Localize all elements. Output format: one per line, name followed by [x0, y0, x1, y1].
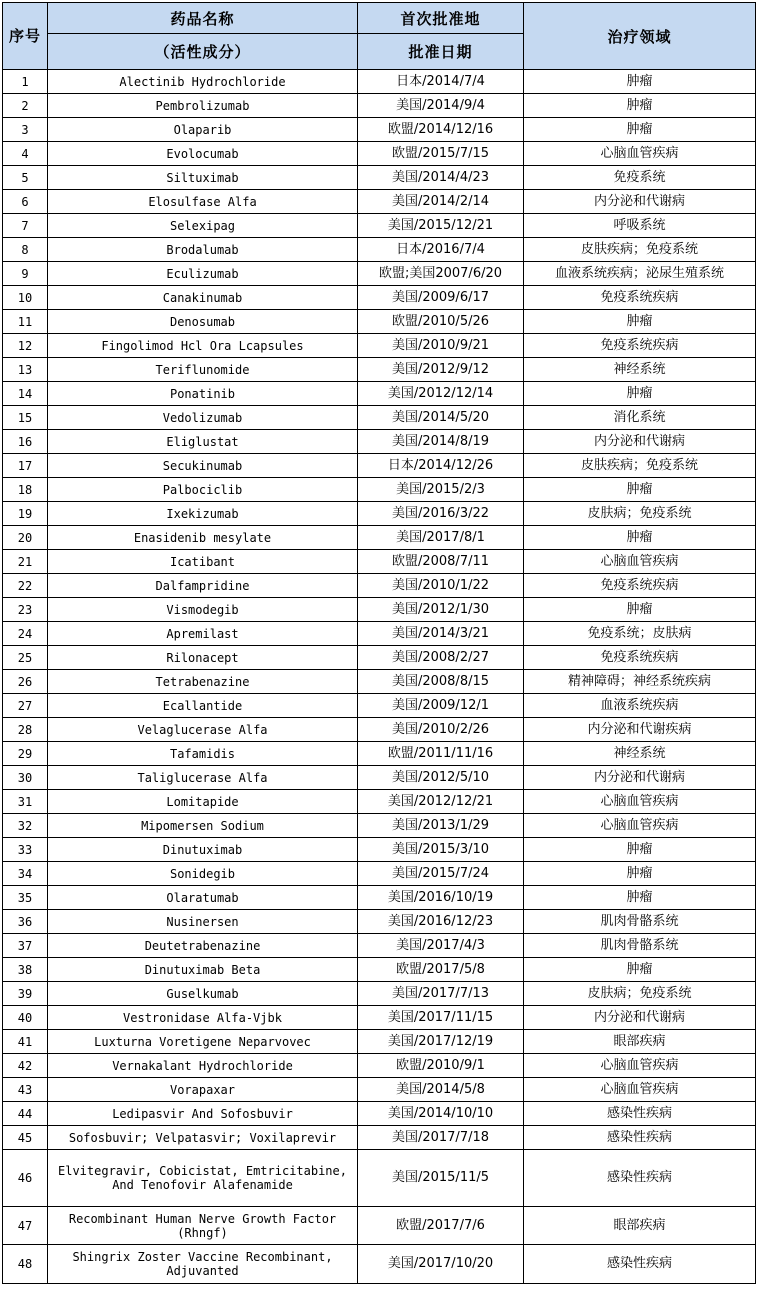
table-row — [3, 790, 756, 814]
table-row — [3, 742, 756, 766]
therapeutic-area-cell: 神经系统 — [524, 742, 756, 766]
table-row — [3, 1207, 756, 1245]
therapeutic-area-cell: 免疫系统 — [524, 166, 756, 190]
drug-name-cell: Vorapaxar — [48, 1078, 358, 1102]
serial-number-cell: 33 — [3, 838, 48, 862]
serial-number-cell: 46 — [3, 1150, 48, 1207]
drug-name-cell: Teriflunomide — [48, 358, 358, 382]
approval-place-date-cell: 欧盟;美国2007/6/20 — [358, 262, 524, 286]
therapeutic-area-cell: 心脑血管疾病 — [524, 1054, 756, 1078]
table-row — [3, 94, 756, 118]
serial-number-cell: 16 — [3, 430, 48, 454]
table-header — [3, 3, 756, 70]
approval-place-date-cell: 日本/2014/7/4 — [358, 70, 524, 94]
serial-number-cell: 32 — [3, 814, 48, 838]
approval-place-date-cell: 欧盟/2008/7/11 — [358, 550, 524, 574]
serial-number-cell: 40 — [3, 1006, 48, 1030]
therapeutic-area-cell: 感染性疾病 — [524, 1102, 756, 1126]
serial-number-cell: 3 — [3, 118, 48, 142]
drug-name-cell: Alectinib Hydrochloride — [48, 70, 358, 94]
drug-name-cell: Guselkumab — [48, 982, 358, 1006]
therapeutic-area-cell: 神经系统 — [524, 358, 756, 382]
serial-number-cell: 17 — [3, 454, 48, 478]
table-row — [3, 886, 756, 910]
therapeutic-area-cell: 肿瘤 — [524, 598, 756, 622]
therapeutic-area-cell: 血液系统疾病；泌尿生殖系统 — [524, 262, 756, 286]
serial-number-cell: 35 — [3, 886, 48, 910]
serial-number-cell: 48 — [3, 1245, 48, 1284]
table-row — [3, 1054, 756, 1078]
table-row — [3, 1126, 756, 1150]
therapeutic-area-cell: 心脑血管疾病 — [524, 550, 756, 574]
therapeutic-area-cell: 心脑血管疾病 — [524, 142, 756, 166]
therapeutic-area-cell: 免疫系统疾病 — [524, 646, 756, 670]
therapeutic-area-cell: 肿瘤 — [524, 862, 756, 886]
approval-place-date-cell: 美国/2017/4/3 — [358, 934, 524, 958]
drug-name-cell: Sofosbuvir; Velpatasvir; Voxilaprevir — [48, 1126, 358, 1150]
therapeutic-area-cell: 皮肤病；免疫系统 — [524, 982, 756, 1006]
serial-number-cell: 4 — [3, 142, 48, 166]
table-row — [3, 526, 756, 550]
therapeutic-area-cell: 感染性疾病 — [524, 1245, 756, 1284]
serial-number-cell: 19 — [3, 502, 48, 526]
approval-place-date-cell: 美国/2014/3/21 — [358, 622, 524, 646]
table-row — [3, 334, 756, 358]
serial-number-cell: 36 — [3, 910, 48, 934]
table-row — [3, 1006, 756, 1030]
drug-name-cell: Rilonacept — [48, 646, 358, 670]
serial-number-cell: 11 — [3, 310, 48, 334]
drug-name-cell: Ponatinib — [48, 382, 358, 406]
therapeutic-area-cell: 免疫系统疾病 — [524, 286, 756, 310]
drug-name-cell: Tetrabenazine — [48, 670, 358, 694]
table-row — [3, 814, 756, 838]
drug-name-cell: Shingrix Zoster Vaccine Recombinant, Adjuvanted — [48, 1245, 358, 1284]
serial-number-cell: 12 — [3, 334, 48, 358]
therapeutic-area-cell: 心脑血管疾病 — [524, 1078, 756, 1102]
therapeutic-area-cell: 内分泌和代谢病 — [524, 1006, 756, 1030]
table-row — [3, 694, 756, 718]
therapeutic-area-cell: 眼部疾病 — [524, 1207, 756, 1245]
drug-name-cell: Eculizumab — [48, 262, 358, 286]
table-row — [3, 646, 756, 670]
therapeutic-area-cell: 肿瘤 — [524, 958, 756, 982]
approval-place-date-cell: 美国/2008/8/15 — [358, 670, 524, 694]
therapeutic-area-cell: 感染性疾病 — [524, 1150, 756, 1207]
drug-name-cell: Lomitapide — [48, 790, 358, 814]
approval-place-date-cell: 美国/2017/12/19 — [358, 1030, 524, 1054]
serial-number-cell: 13 — [3, 358, 48, 382]
drug-name-cell: Secukinumab — [48, 454, 358, 478]
therapeutic-area-cell: 肿瘤 — [524, 70, 756, 94]
therapeutic-area-cell: 肿瘤 — [524, 478, 756, 502]
approval-place-date-cell: 欧盟/2014/12/16 — [358, 118, 524, 142]
serial-number-cell: 43 — [3, 1078, 48, 1102]
table-row — [3, 478, 756, 502]
table-row — [3, 118, 756, 142]
drug-name-cell: Olaratumab — [48, 886, 358, 910]
table-row — [3, 1030, 756, 1054]
approval-place-date-cell: 美国/2015/3/10 — [358, 838, 524, 862]
approval-place-date-cell: 美国/2017/7/13 — [358, 982, 524, 1006]
drug-name-cell: Selexipag — [48, 214, 358, 238]
therapeutic-area-cell: 肿瘤 — [524, 310, 756, 334]
approval-place-date-cell: 欧盟/2017/7/6 — [358, 1207, 524, 1245]
approval-place-date-cell: 美国/2015/7/24 — [358, 862, 524, 886]
therapeutic-area-cell: 肿瘤 — [524, 118, 756, 142]
therapeutic-area-cell: 肌肉骨骼系统 — [524, 910, 756, 934]
therapeutic-area-cell: 精神障碍；神经系统疾病 — [524, 670, 756, 694]
approval-place-date-cell: 美国/2015/11/5 — [358, 1150, 524, 1207]
approval-place-date-cell: 美国/2012/12/21 — [358, 790, 524, 814]
approval-place-date-cell: 美国/2009/12/1 — [358, 694, 524, 718]
approval-place-date-cell: 美国/2008/2/27 — [358, 646, 524, 670]
serial-number-cell: 15 — [3, 406, 48, 430]
table-row — [3, 214, 756, 238]
table-row — [3, 982, 756, 1006]
table-row — [3, 238, 756, 262]
drug-name-cell: Ledipasvir And Sofosbuvir — [48, 1102, 358, 1126]
drug-name-cell: Velaglucerase Alfa — [48, 718, 358, 742]
serial-number-cell: 31 — [3, 790, 48, 814]
serial-number-cell: 14 — [3, 382, 48, 406]
drug-name-cell: Elvitegravir, Cobicistat, Emtricitabine, And Tenofovir Alafenamide — [48, 1150, 358, 1207]
serial-number-cell: 38 — [3, 958, 48, 982]
drug-name-cell: Brodalumab — [48, 238, 358, 262]
table-row — [3, 766, 756, 790]
serial-number-cell: 24 — [3, 622, 48, 646]
drug-name-cell: Tafamidis — [48, 742, 358, 766]
approval-place-date-cell: 美国/2010/9/21 — [358, 334, 524, 358]
approval-place-date-cell: 日本/2014/12/26 — [358, 454, 524, 478]
therapeutic-area-cell: 肿瘤 — [524, 526, 756, 550]
table-row — [3, 502, 756, 526]
approval-place-date-cell: 美国/2014/10/10 — [358, 1102, 524, 1126]
therapeutic-area-cell: 免疫系统疾病 — [524, 334, 756, 358]
table-row — [3, 838, 756, 862]
drug-name-cell: Dalfampridine — [48, 574, 358, 598]
table-row — [3, 910, 756, 934]
table-row — [3, 862, 756, 886]
drug-name-cell: Denosumab — [48, 310, 358, 334]
serial-number-cell: 2 — [3, 94, 48, 118]
approval-place-date-cell: 欧盟/2011/11/16 — [358, 742, 524, 766]
table-row — [3, 622, 756, 646]
serial-number-cell: 6 — [3, 190, 48, 214]
therapeutic-area-cell: 内分泌和代谢病 — [524, 766, 756, 790]
drug-name-cell: Apremilast — [48, 622, 358, 646]
table-row — [3, 670, 756, 694]
therapeutic-area-cell: 内分泌和代谢疾病 — [524, 718, 756, 742]
therapeutic-area-cell: 免疫系统；皮肤病 — [524, 622, 756, 646]
approval-place-date-cell: 欧盟/2010/5/26 — [358, 310, 524, 334]
approval-place-date-cell: 美国/2017/8/1 — [358, 526, 524, 550]
serial-number-cell: 39 — [3, 982, 48, 1006]
drug-name-cell: Elosulfase Alfa — [48, 190, 358, 214]
serial-number-cell: 44 — [3, 1102, 48, 1126]
header-drug-name: 药品名称 — [48, 3, 358, 34]
drug-name-cell: Dinutuximab Beta — [48, 958, 358, 982]
drug-name-cell: Ixekizumab — [48, 502, 358, 526]
table-row — [3, 430, 756, 454]
serial-number-cell: 34 — [3, 862, 48, 886]
therapeutic-area-cell: 内分泌和代谢病 — [524, 430, 756, 454]
approval-place-date-cell: 美国/2014/4/23 — [358, 166, 524, 190]
approval-place-date-cell: 美国/2014/9/4 — [358, 94, 524, 118]
header-serial-number: 序号 — [3, 3, 48, 70]
therapeutic-area-cell: 肿瘤 — [524, 94, 756, 118]
drug-name-cell: Enasidenib mesylate — [48, 526, 358, 550]
header-active-ingredient: （活性成分） — [48, 34, 358, 70]
drug-name-cell: Evolocumab — [48, 142, 358, 166]
table-row — [3, 1102, 756, 1126]
approval-place-date-cell: 美国/2012/9/12 — [358, 358, 524, 382]
therapeutic-area-cell: 心脑血管疾病 — [524, 790, 756, 814]
approval-place-date-cell: 美国/2014/5/8 — [358, 1078, 524, 1102]
serial-number-cell: 29 — [3, 742, 48, 766]
header-first-approval-place: 首次批准地 — [358, 3, 524, 34]
header-approval-date: 批准日期 — [358, 34, 524, 70]
therapeutic-area-cell: 呼吸系统 — [524, 214, 756, 238]
drug-name-cell: Nusinersen — [48, 910, 358, 934]
approval-place-date-cell: 美国/2017/10/20 — [358, 1245, 524, 1284]
serial-number-cell: 45 — [3, 1126, 48, 1150]
approval-place-date-cell: 日本/2016/7/4 — [358, 238, 524, 262]
therapeutic-area-cell: 肿瘤 — [524, 886, 756, 910]
serial-number-cell: 22 — [3, 574, 48, 598]
drug-name-cell: Pembrolizumab — [48, 94, 358, 118]
serial-number-cell: 10 — [3, 286, 48, 310]
serial-number-cell: 41 — [3, 1030, 48, 1054]
table-row — [3, 934, 756, 958]
approval-place-date-cell: 美国/2015/12/21 — [358, 214, 524, 238]
drug-name-cell: Ecallantide — [48, 694, 358, 718]
therapeutic-area-cell: 心脑血管疾病 — [524, 814, 756, 838]
drug-name-cell: Sonidegib — [48, 862, 358, 886]
drug-name-cell: Vernakalant Hydrochloride — [48, 1054, 358, 1078]
table-row — [3, 70, 756, 94]
therapeutic-area-cell: 肌肉骨骼系统 — [524, 934, 756, 958]
table-row — [3, 382, 756, 406]
table-row — [3, 310, 756, 334]
table-row — [3, 358, 756, 382]
drug-name-cell: Recombinant Human Nerve Growth Factor (Rhngf) — [48, 1207, 358, 1245]
table-row — [3, 1078, 756, 1102]
drug-name-cell: Luxturna Voretigene Neparvovec — [48, 1030, 358, 1054]
table-row — [3, 550, 756, 574]
serial-number-cell: 42 — [3, 1054, 48, 1078]
approval-place-date-cell: 美国/2010/1/22 — [358, 574, 524, 598]
drug-name-cell: Taliglucerase Alfa — [48, 766, 358, 790]
drug-name-cell: Deutetrabenazine — [48, 934, 358, 958]
table-row — [3, 286, 756, 310]
approval-place-date-cell: 美国/2010/2/26 — [358, 718, 524, 742]
table-row — [3, 406, 756, 430]
approval-place-date-cell: 美国/2012/1/30 — [358, 598, 524, 622]
serial-number-cell: 21 — [3, 550, 48, 574]
table-row — [3, 574, 756, 598]
drug-name-cell: Siltuximab — [48, 166, 358, 190]
drug-name-cell: Palbociclib — [48, 478, 358, 502]
drug-name-cell: Vismodegib — [48, 598, 358, 622]
therapeutic-area-cell: 内分泌和代谢病 — [524, 190, 756, 214]
therapeutic-area-cell: 免疫系统疾病 — [524, 574, 756, 598]
serial-number-cell: 25 — [3, 646, 48, 670]
serial-number-cell: 47 — [3, 1207, 48, 1245]
approval-place-date-cell: 美国/2012/5/10 — [358, 766, 524, 790]
approval-place-date-cell: 美国/2016/3/22 — [358, 502, 524, 526]
serial-number-cell: 8 — [3, 238, 48, 262]
therapeutic-area-cell: 皮肤疾病；免疫系统 — [524, 238, 756, 262]
table-row — [3, 262, 756, 286]
drug-name-cell: Vedolizumab — [48, 406, 358, 430]
approval-place-date-cell: 欧盟/2017/5/8 — [358, 958, 524, 982]
approval-place-date-cell: 美国/2009/6/17 — [358, 286, 524, 310]
therapeutic-area-cell: 感染性疾病 — [524, 1126, 756, 1150]
drug-approval-table — [2, 2, 756, 1284]
approval-place-date-cell: 美国/2014/8/19 — [358, 430, 524, 454]
approval-place-date-cell: 美国/2014/2/14 — [358, 190, 524, 214]
approval-place-date-cell: 美国/2014/5/20 — [358, 406, 524, 430]
table-row — [3, 454, 756, 478]
table-row — [3, 718, 756, 742]
serial-number-cell: 23 — [3, 598, 48, 622]
serial-number-cell: 30 — [3, 766, 48, 790]
table-row — [3, 1150, 756, 1207]
table-row — [3, 958, 756, 982]
drug-name-cell: Mipomersen Sodium — [48, 814, 358, 838]
approval-place-date-cell: 美国/2013/1/29 — [358, 814, 524, 838]
drug-name-cell: Canakinumab — [48, 286, 358, 310]
approval-place-date-cell: 美国/2012/12/14 — [358, 382, 524, 406]
table-row — [3, 1245, 756, 1284]
serial-number-cell: 9 — [3, 262, 48, 286]
serial-number-cell: 5 — [3, 166, 48, 190]
drug-name-cell: Eliglustat — [48, 430, 358, 454]
approval-place-date-cell: 欧盟/2015/7/15 — [358, 142, 524, 166]
therapeutic-area-cell: 眼部疾病 — [524, 1030, 756, 1054]
serial-number-cell: 1 — [3, 70, 48, 94]
therapeutic-area-cell: 消化系统 — [524, 406, 756, 430]
serial-number-cell: 20 — [3, 526, 48, 550]
drug-name-cell: Icatibant — [48, 550, 358, 574]
drug-name-cell: Fingolimod Hcl Ora Lcapsules — [48, 334, 358, 358]
approval-place-date-cell: 美国/2017/11/15 — [358, 1006, 524, 1030]
table-row — [3, 598, 756, 622]
serial-number-cell: 26 — [3, 670, 48, 694]
serial-number-cell: 27 — [3, 694, 48, 718]
therapeutic-area-cell: 血液系统疾病 — [524, 694, 756, 718]
therapeutic-area-cell: 皮肤疾病；免疫系统 — [524, 454, 756, 478]
serial-number-cell: 37 — [3, 934, 48, 958]
table-row — [3, 142, 756, 166]
approval-place-date-cell: 美国/2015/2/3 — [358, 478, 524, 502]
table-row — [3, 166, 756, 190]
therapeutic-area-cell: 皮肤病；免疫系统 — [524, 502, 756, 526]
drug-name-cell: Vestronidase Alfa-Vjbk — [48, 1006, 358, 1030]
table-body — [3, 70, 756, 1284]
therapeutic-area-cell: 肿瘤 — [524, 382, 756, 406]
drug-name-cell: Olaparib — [48, 118, 358, 142]
serial-number-cell: 7 — [3, 214, 48, 238]
serial-number-cell: 18 — [3, 478, 48, 502]
approval-place-date-cell: 美国/2016/10/19 — [358, 886, 524, 910]
therapeutic-area-cell: 肿瘤 — [524, 838, 756, 862]
approval-place-date-cell: 欧盟/2010/9/1 — [358, 1054, 524, 1078]
approval-place-date-cell: 美国/2017/7/18 — [358, 1126, 524, 1150]
header-therapeutic-area: 治疗领域 — [524, 3, 756, 70]
table-row — [3, 190, 756, 214]
approval-place-date-cell: 美国/2016/12/23 — [358, 910, 524, 934]
drug-name-cell: Dinutuximab — [48, 838, 358, 862]
serial-number-cell: 28 — [3, 718, 48, 742]
